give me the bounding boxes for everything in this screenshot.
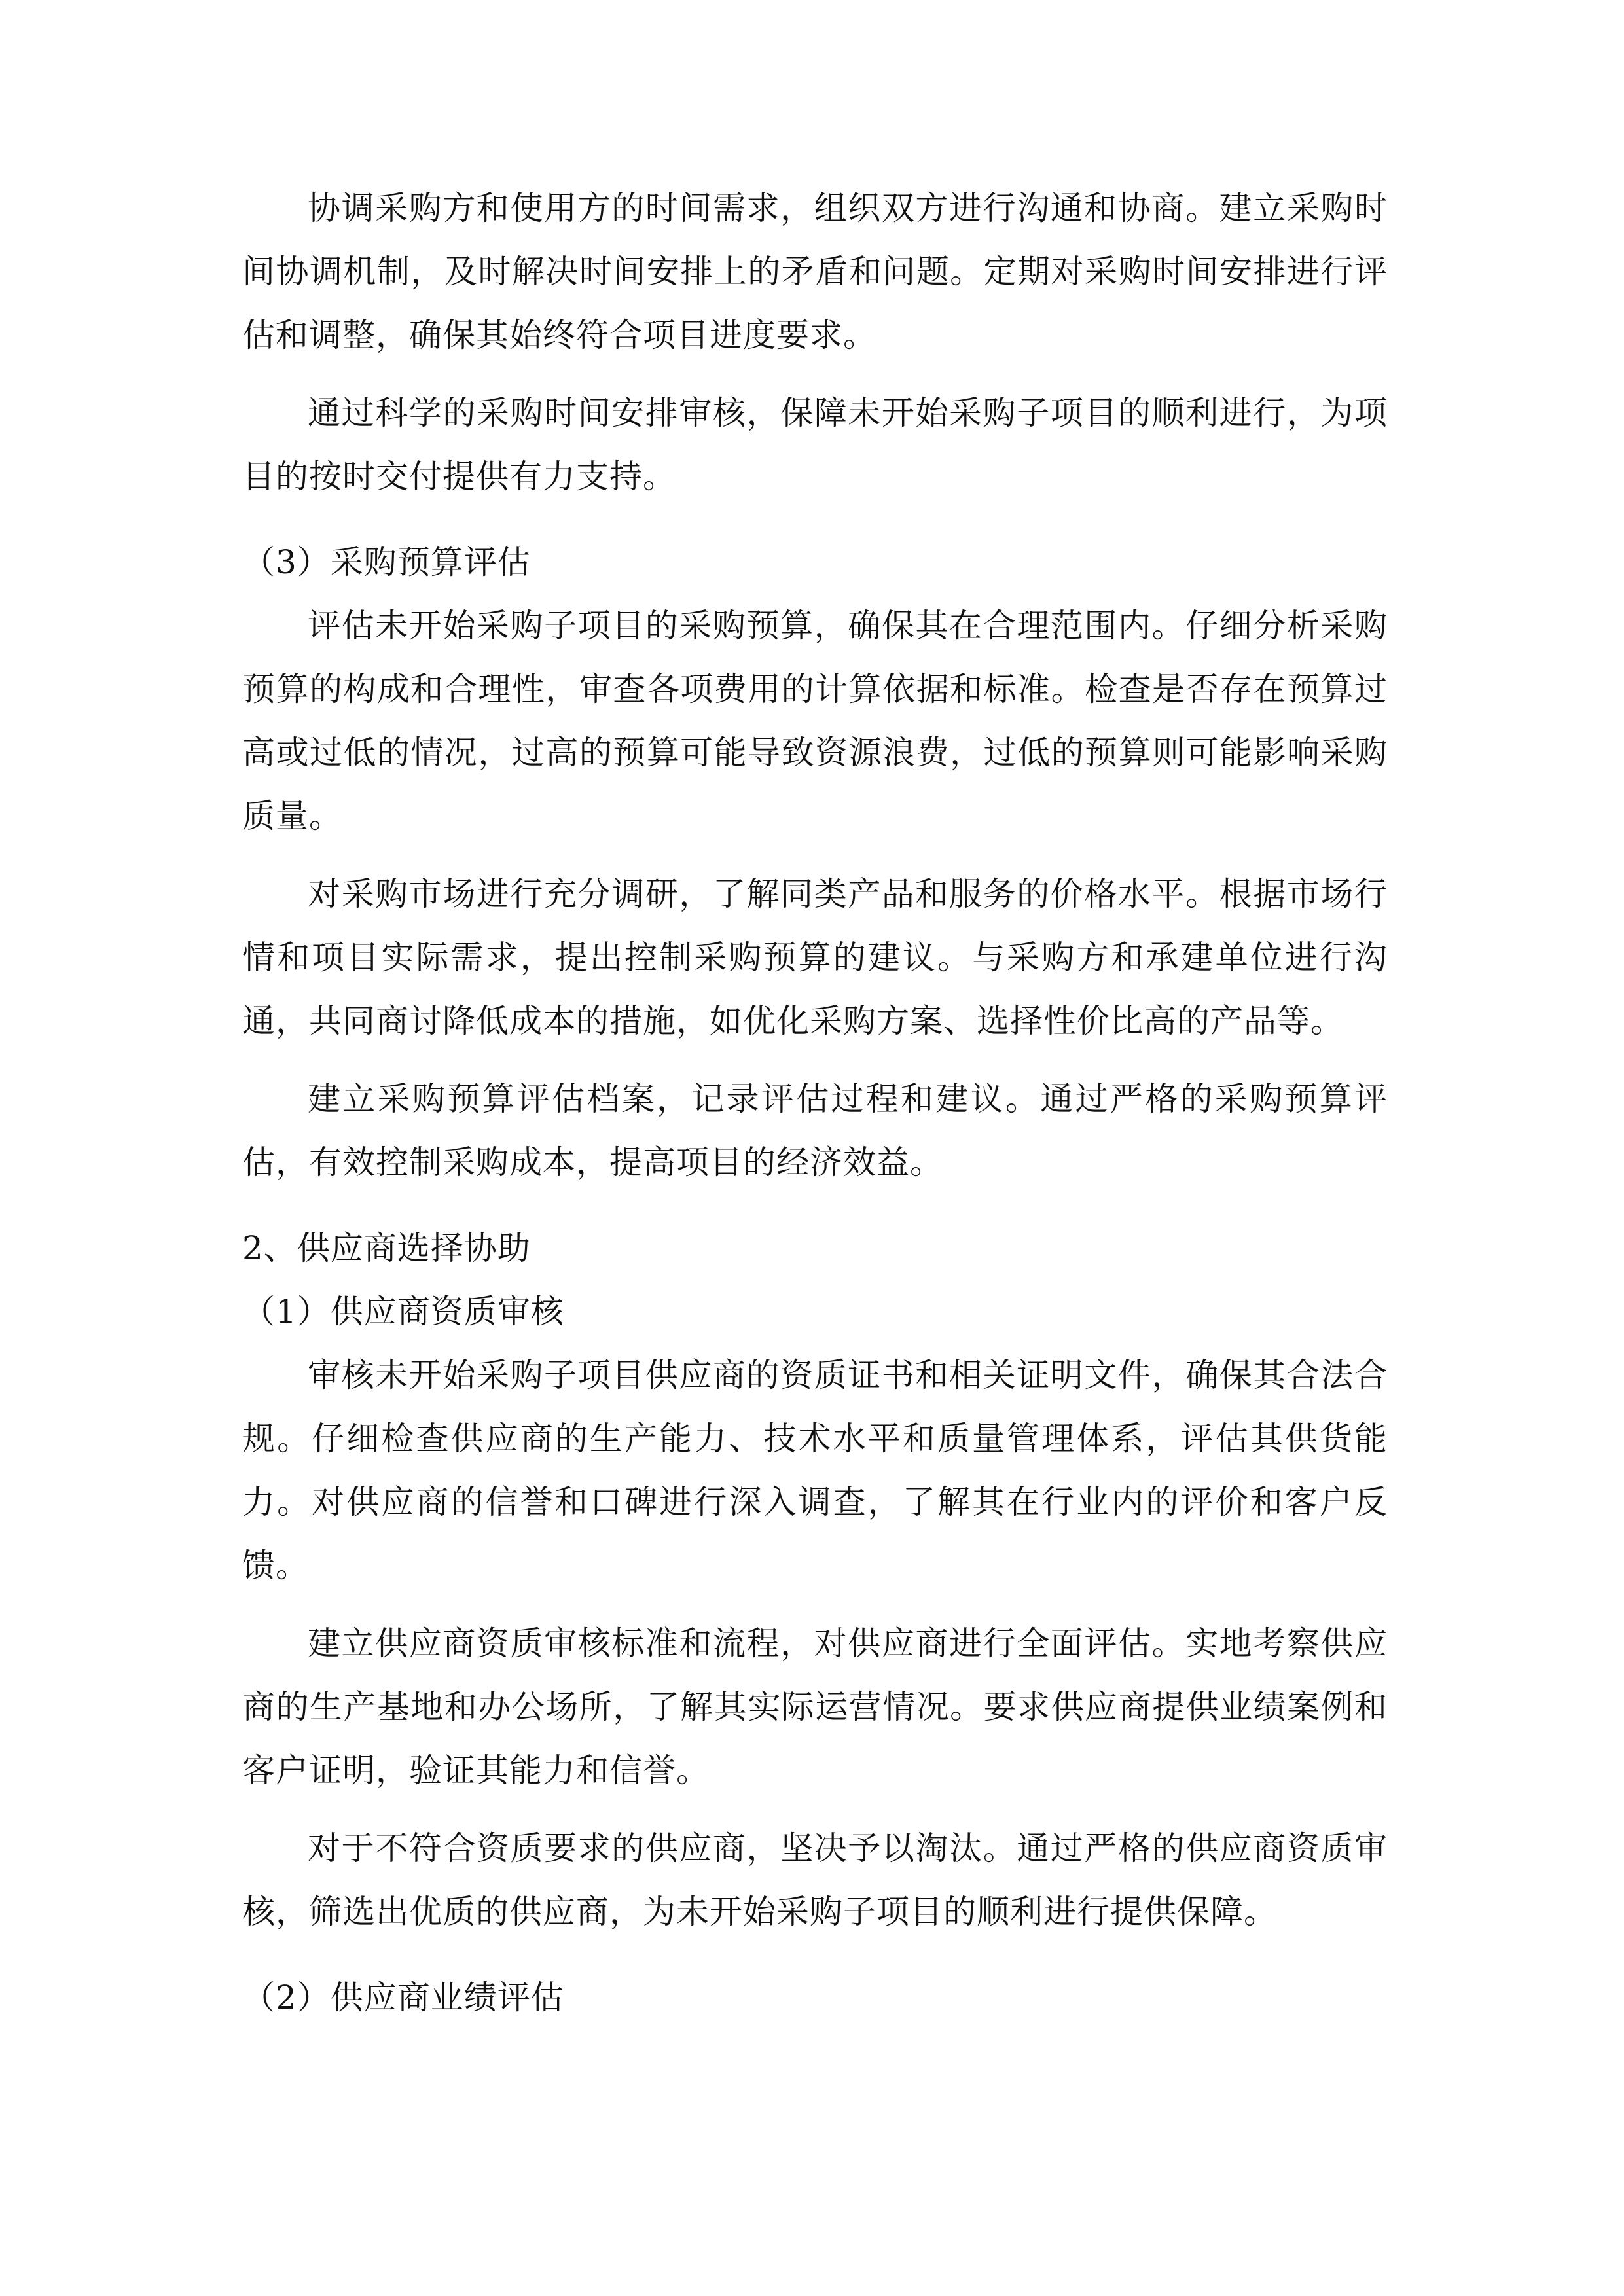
- paragraph-qualification-standards: 建立供应商资质审核标准和流程，对供应商进行全面评估。实地考察供应商的生产基地和办公场所，了解其实际运营情况。要求供应商提供业绩案例和客户证明，验证其能力和信誉。: [242, 1624, 1388, 1789]
- paragraph-qualification-review: 审核未开始采购子项目供应商的资质证书和相关证明文件，确保其合法合规。仔细检查供应商的生产能力、技术水平和质量管理体系，评估其供货能力。对供应商的信誉和口碑进行深入调查，了解其在行业内的评价和客户反馈。: [242, 1356, 1388, 1585]
- paragraph-budget-archive: 建立采购预算评估档案，记录评估过程和建议。通过严格的采购预算评估，有效控制采购成本，提高项目的经济效益。: [242, 1080, 1388, 1181]
- paragraph-time-review-summary: 通过科学的采购时间安排审核，保障未开始采购子项目的顺利进行，为项目的按时交付提供有力支持。: [242, 394, 1388, 495]
- subheading-supplier-qualification: （1）供应商资质审核: [242, 1293, 564, 1331]
- paragraph-supplier-elimination: 对于不符合资质要求的供应商，坚决予以淘汰。通过严格的供应商资质审核，筛选出优质的供应商，为未开始采购子项目的顺利进行提供保障。: [242, 1829, 1388, 1931]
- subheading-supplier-performance: （2）供应商业绩评估: [242, 1979, 564, 2017]
- paragraph-budget-analysis: 评估未开始采购子项目的采购预算，确保其在合理范围内。仔细分析采购预算的构成和合理性，审查各项费用的计算依据和标准。检查是否存在预算过高或过低的情况，过高的预算可能导致资源浪费，过低的预算则可能影响采购质量。: [242, 607, 1388, 835]
- paragraph-time-coordination: 协调采购方和使用方的时间需求，组织双方进行沟通和协商。建立采购时间协调机制，及时解决时间安排上的矛盾和问题。定期对采购时间安排进行评估和调整，确保其始终符合项目进度要求。: [242, 189, 1388, 354]
- document-body: [242, 177, 1388, 2030]
- paragraph-market-research: 对采购市场进行充分调研，了解同类产品和服务的价格水平。根据市场行情和项目实际需求，提出控制采购预算的建议。与采购方和承建单位进行沟通，共同商讨降低成本的措施，如优化采购方案、选择性价比高的产品等。: [242, 875, 1388, 1040]
- subheading-budget-evaluation: （3）采购预算评估: [242, 543, 531, 581]
- section-heading-supplier-selection: 2、供应商选择协助: [242, 1229, 531, 1267]
